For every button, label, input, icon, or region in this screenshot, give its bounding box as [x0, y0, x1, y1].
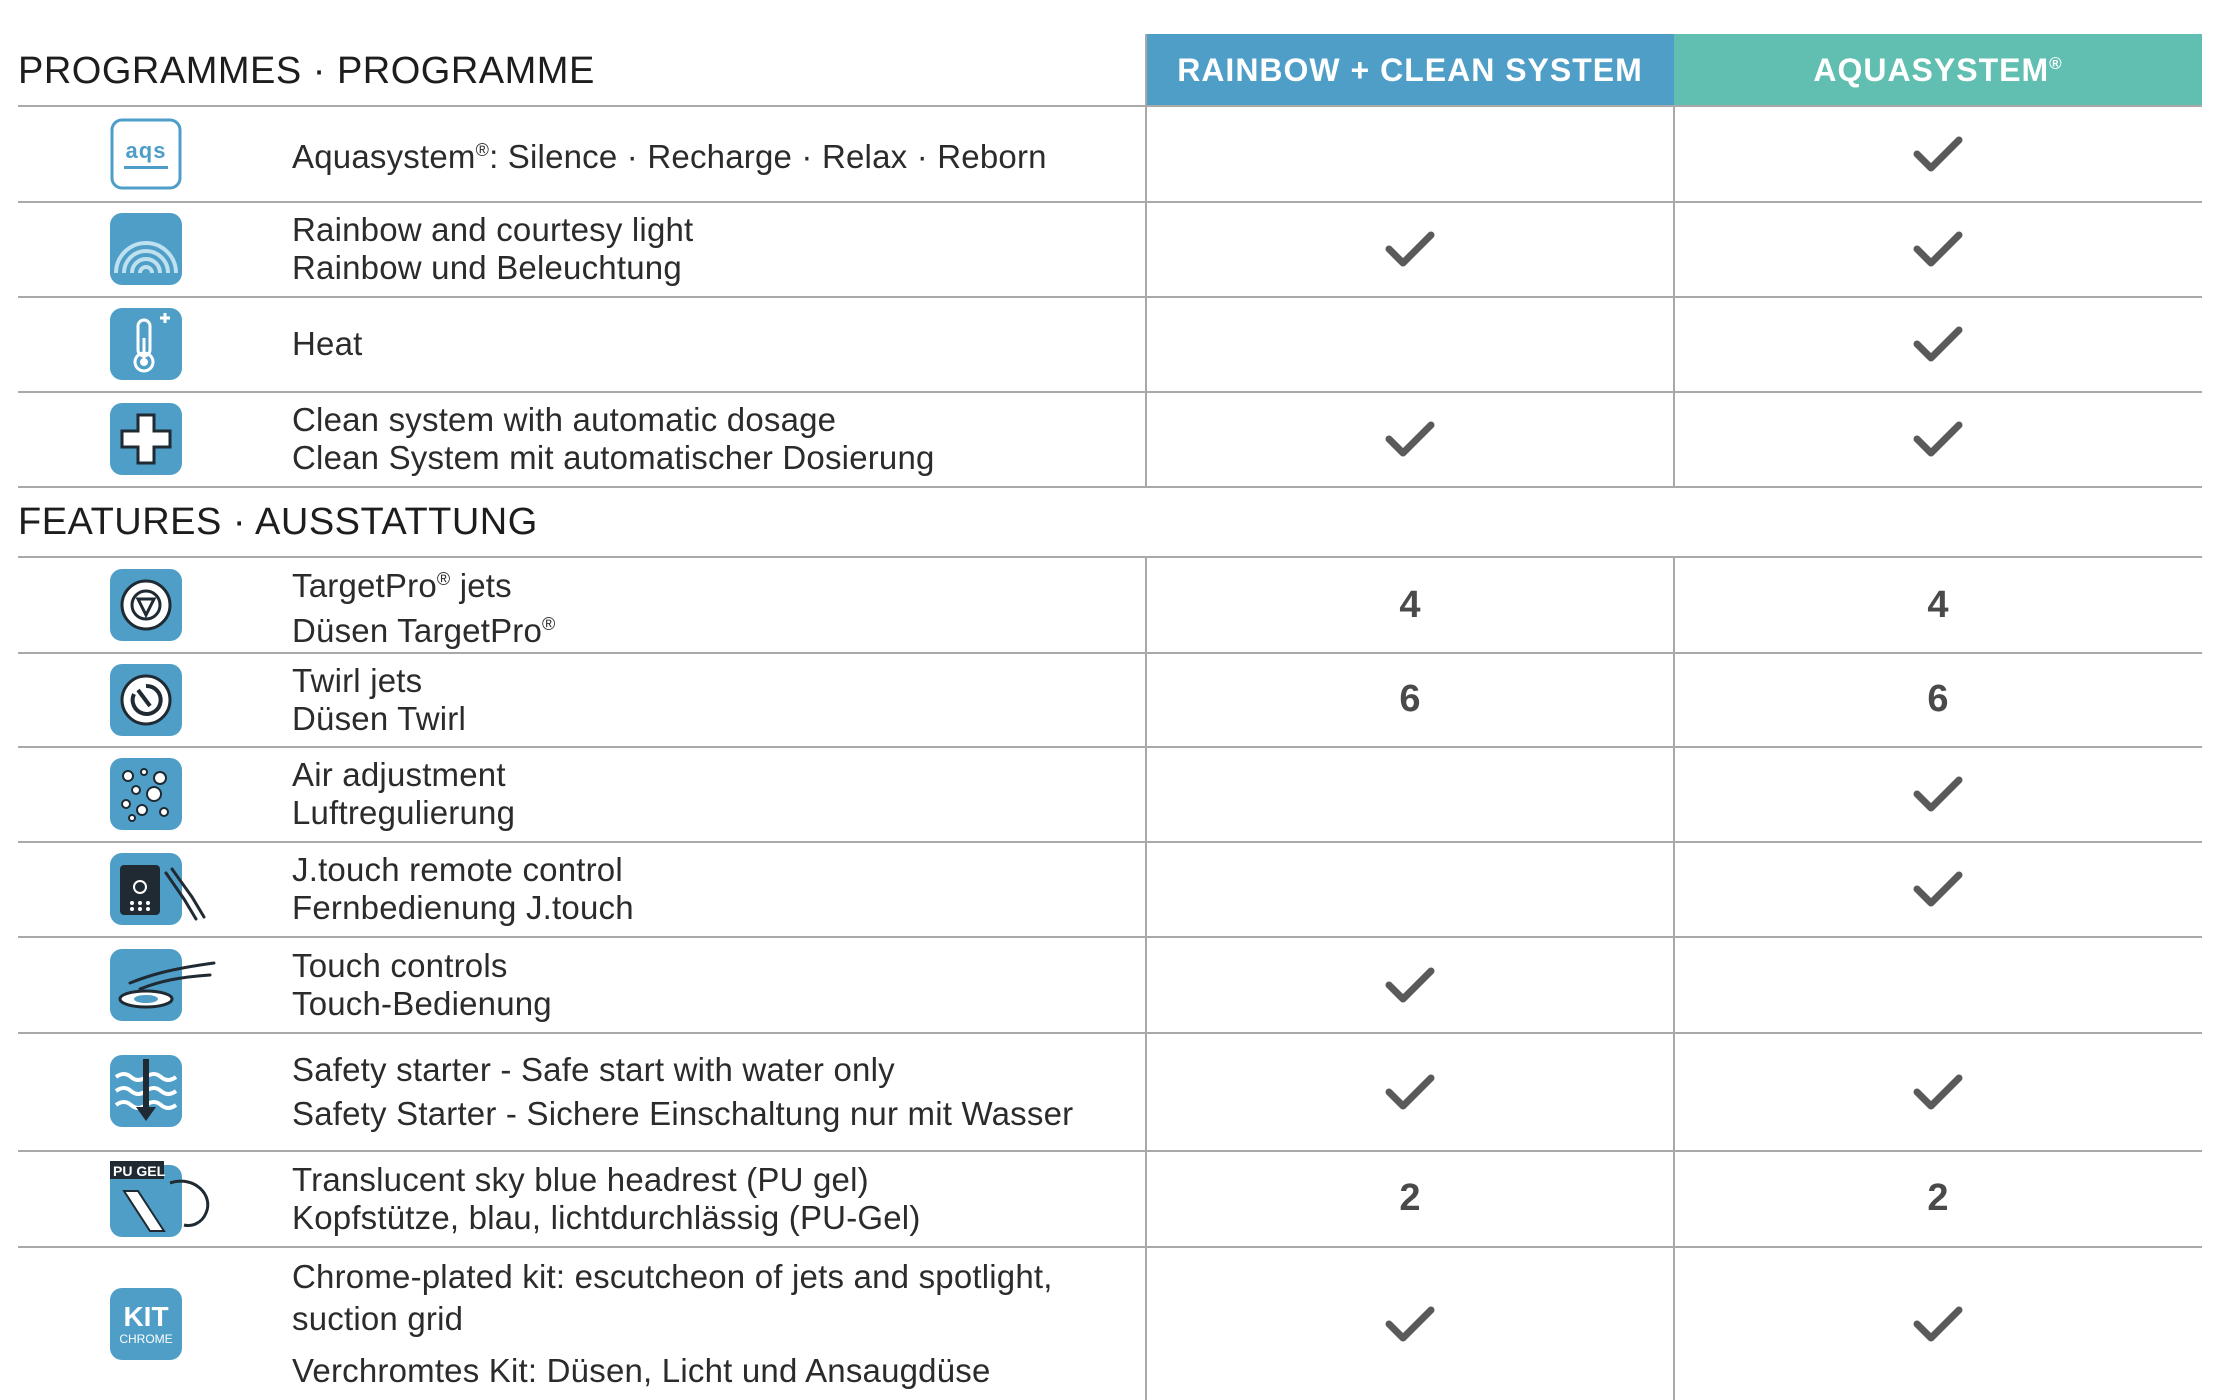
table-row: [18, 106, 2202, 201]
feature-label-de: Safety Starter - Sichere Einschaltung nur mit Wasser: [292, 1094, 1074, 1132]
feature-label-cont: suction grid: [292, 1299, 464, 1337]
column-header-rainbow-clean: RAINBOW + CLEAN SYSTEM: [1146, 34, 1674, 106]
aquasystem-cell: [1674, 1247, 2202, 1400]
table-row: [18, 558, 2202, 652]
feature-label-de: Luftregulierung: [292, 794, 516, 831]
check-icon: [1913, 324, 1963, 364]
feature-label: Aquasystem®: Silence · Recharge · Relax · Reborn: [292, 138, 1047, 175]
aquasystem-cell: 6: [1927, 678, 1949, 720]
twirl-jet-icon: [110, 664, 182, 736]
kit-text: KIT: [123, 1301, 169, 1332]
feature-label: Clean system with automatic dosage: [292, 401, 837, 438]
check-icon: [1913, 1304, 1963, 1344]
table-row: [18, 202, 2202, 296]
check-icon: [1913, 419, 1963, 459]
rainbow-clean-cell: [1146, 1033, 1674, 1150]
column-header-aquasystem: AQUASYSTEM®: [1674, 34, 2202, 106]
table-row: [18, 1247, 2202, 1400]
touch-controls-icon: [110, 949, 220, 1021]
pu-gel-text: PU GEL: [113, 1163, 166, 1179]
feature-label: Chrome-plated kit: escutcheon of jets and spotlight,: [292, 1257, 1053, 1295]
features-title: FEATURES · AUSSTATTUNG: [18, 501, 538, 543]
thermometer-heat-icon: [110, 308, 182, 380]
table-row: [18, 842, 2202, 936]
feature-label: Air adjustment: [292, 756, 506, 793]
check-icon: [1913, 774, 1963, 814]
feature-label: Safety starter - Safe start with water only: [292, 1050, 895, 1088]
feature-label-de: Fernbedienung J.touch: [292, 889, 634, 926]
rainbow-clean-cell: [1146, 392, 1674, 486]
rainbow-clean-cell: [1146, 937, 1674, 1032]
aquasystem-cell: [1674, 392, 2202, 486]
table-row: [18, 297, 2202, 391]
feature-label: TargetPro® jets: [292, 567, 512, 604]
aquasystem-cell: 2: [1927, 1177, 1949, 1219]
svg-text:aqs: aqs: [125, 138, 167, 163]
feature-label-de: Clean System mit automatischer Dosierung: [292, 439, 935, 476]
rainbow-light-icon: [110, 213, 182, 285]
check-icon: [1385, 1072, 1435, 1112]
check-icon: [1913, 869, 1963, 909]
clean-cross-icon: [110, 403, 182, 475]
aquasystem-cell: 4: [1927, 583, 1949, 626]
table-row: [18, 937, 2202, 1032]
check-icon: [1385, 229, 1435, 269]
check-icon: [1913, 229, 1963, 269]
rainbow-clean-cell: 2: [1399, 1177, 1421, 1219]
check-icon: [1385, 419, 1435, 459]
air-bubbles-icon: [110, 758, 182, 830]
divider: [18, 486, 2202, 488]
programmes-title: PROGRAMMES · PROGRAMME: [18, 50, 595, 92]
feature-label-de: Touch-Bedienung: [292, 984, 552, 1022]
aquasystem-cell: [1674, 747, 2202, 841]
feature-label-de: Düsen TargetPro®: [292, 612, 556, 649]
feature-label-de: Verchromtes Kit: Düsen, Licht und Ansaugdüse: [292, 1351, 991, 1389]
feature-label-de: Kopfstütze, blau, lichtdurchlässig (PU-Gel): [292, 1198, 921, 1236]
rainbow-clean-cell: [1146, 1247, 1674, 1400]
table-row: [18, 392, 2202, 486]
safety-starter-icon: [110, 1055, 182, 1127]
table-row: [18, 1151, 2202, 1246]
aquasystem-cell: [1674, 842, 2202, 936]
feature-label-de: Rainbow und Beleuchtung: [292, 249, 682, 286]
aquasystem-cell: [1674, 202, 2202, 296]
aquasystem-cell: [1674, 1033, 2202, 1150]
feature-label: Heat: [292, 325, 363, 362]
table-row: [18, 747, 2202, 841]
feature-label: Touch controls: [292, 946, 508, 984]
rainbow-clean-cell: 6: [1399, 678, 1421, 720]
rainbow-clean-cell: [1146, 202, 1674, 296]
jtouch-remote-icon: [110, 853, 210, 925]
aquasystem-cell: [1674, 106, 2202, 201]
pu-gel-headrest-icon: [110, 1161, 220, 1237]
feature-label: J.touch remote control: [292, 851, 623, 888]
check-icon: [1385, 965, 1435, 1005]
check-icon: [1913, 1072, 1963, 1112]
feature-label: Rainbow and courtesy light: [292, 211, 694, 248]
aquasystem-cell: [1674, 297, 2202, 391]
check-icon: [1385, 1304, 1435, 1344]
feature-label-de: Düsen Twirl: [292, 699, 466, 737]
table-row: [18, 1033, 2202, 1150]
feature-label: Twirl jets: [292, 661, 423, 699]
kit-chrome-icon: [110, 1288, 182, 1360]
targetpro-jet-icon: [110, 569, 182, 641]
rainbow-clean-cell: 4: [1399, 583, 1421, 626]
feature-label: Translucent sky blue headrest (PU gel): [292, 1160, 869, 1198]
aqs-aquasystem-icon: [110, 118, 182, 190]
check-icon: [1913, 134, 1963, 174]
chrome-text: CHROME: [119, 1332, 173, 1346]
table-row: [18, 653, 2202, 746]
